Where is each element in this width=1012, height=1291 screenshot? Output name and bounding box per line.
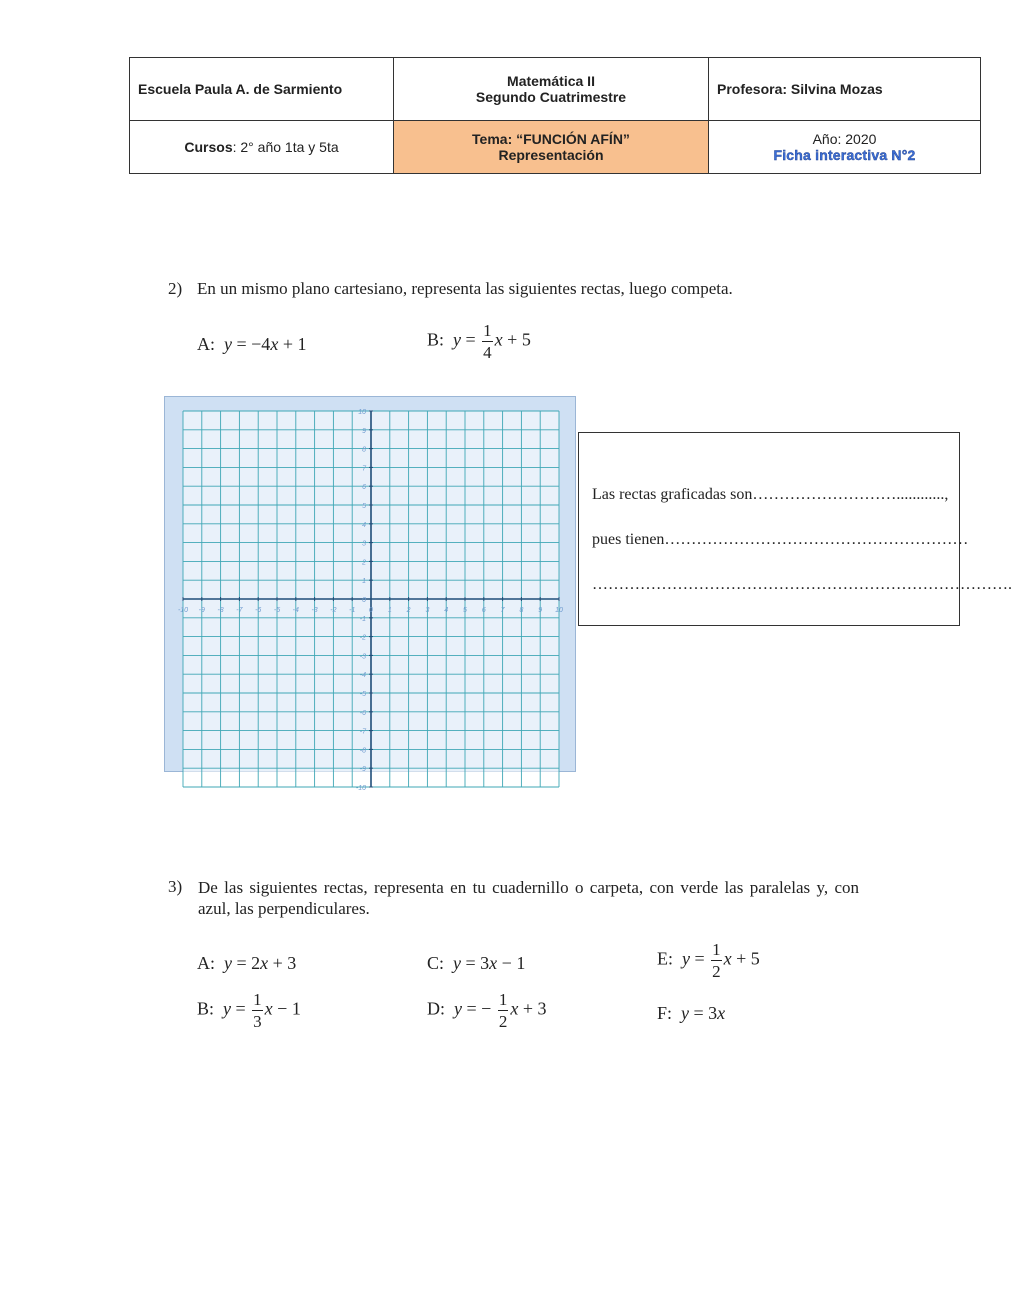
equation-a <box>197 334 306 355</box>
x-tick-label: -4 <box>292 607 299 614</box>
fraction <box>252 991 263 1030</box>
fraction-numerator: 1 <box>498 990 508 1009</box>
y-tick-label: -4 <box>359 672 366 680</box>
x-tick-label: -2 <box>330 607 337 614</box>
x-tick-label: -9 <box>198 607 205 614</box>
topic-title: Tema: “FUNCIÓN AFÍN” <box>472 131 630 147</box>
x-tick-label: -1 <box>349 607 356 614</box>
y-tick-label: 5 <box>362 503 366 510</box>
x-tick-label: -7 <box>236 607 243 614</box>
fraction-denominator: 4 <box>483 343 492 362</box>
equation-label: E: <box>657 948 673 969</box>
equation-3c <box>427 953 525 974</box>
equation-const: + 5 <box>731 948 760 969</box>
x-tick-label: -5 <box>273 607 281 614</box>
x-tick-label: 0 <box>369 607 373 614</box>
x-tick-label: 6 <box>481 607 486 614</box>
courses-value: : 2° año 1ta y 5ta <box>232 139 339 155</box>
equation-lhs: y <box>681 1003 690 1023</box>
fraction-denominator: 2 <box>498 1012 508 1031</box>
equation-3b <box>197 991 301 1030</box>
equation-b <box>427 322 531 361</box>
equation-label: C: <box>427 953 445 973</box>
x-tick-label: 3 <box>425 607 430 614</box>
y-tick-label: 6 <box>362 484 366 492</box>
equation-const: − 1 <box>272 998 301 1019</box>
equation-3d <box>427 991 546 1030</box>
answer-line-2[interactable]: pues tienen………………………………………………… <box>592 531 969 548</box>
equation-3a <box>197 953 296 974</box>
y-tick-label: 9 <box>362 427 366 435</box>
answer-box[interactable] <box>578 432 1012 626</box>
y-tick-label: 0 <box>362 597 366 604</box>
y-tick-label: -3 <box>359 653 366 661</box>
x-tick-label: -3 <box>311 607 318 614</box>
equation-lhs: y <box>224 953 232 973</box>
y-tick-label: -10 <box>355 785 366 792</box>
subject-term: Segundo Cuatrimestre <box>475 89 627 105</box>
equation-const: + 5 <box>502 329 531 350</box>
equation-eq: = <box>694 948 705 969</box>
equation-label: B: <box>197 998 215 1019</box>
fraction-numerator: 1 <box>253 990 262 1009</box>
y-tick-label: 3 <box>362 540 366 548</box>
equation-var: x <box>270 334 279 354</box>
equation-3f <box>657 1003 725 1024</box>
equation-lhs: y <box>453 329 462 350</box>
equation-coef: = −4 <box>236 334 271 354</box>
equation-var: x <box>489 953 498 973</box>
x-tick-label: -6 <box>255 607 262 614</box>
question-number: 3) <box>168 877 183 896</box>
fraction-denominator: 3 <box>253 1012 262 1031</box>
equation-eq: = − <box>466 998 492 1019</box>
header-table <box>129 57 981 174</box>
question-2 <box>168 279 868 303</box>
equation-const: − 1 <box>497 953 526 973</box>
x-tick-label: 9 <box>538 607 543 614</box>
equation-var: x <box>264 998 273 1019</box>
y-tick-label: -8 <box>359 747 366 755</box>
teacher-name: Profesora: Silvina Mozas <box>709 58 981 121</box>
y-tick-label: -5 <box>359 691 366 698</box>
fraction-numerator: 1 <box>712 940 721 959</box>
answer-line-1[interactable]: Las rectas graficadas son………………………............, <box>592 486 949 503</box>
x-tick-label: 10 <box>555 607 563 614</box>
equation-const: + 1 <box>278 334 307 354</box>
fraction-denominator: 2 <box>712 962 721 981</box>
fraction <box>498 991 509 1030</box>
topic-subtitle: Representación <box>498 147 604 163</box>
equation-eq: = <box>235 998 246 1019</box>
equation-label: A: <box>197 953 215 973</box>
equation-coef: = 2 <box>236 953 261 973</box>
equation-lhs: y <box>453 953 462 973</box>
courses-label: Cursos <box>184 139 233 155</box>
equation-var: x <box>260 953 269 973</box>
x-tick-label: 7 <box>500 607 505 614</box>
equation-label: D: <box>427 998 445 1019</box>
year-label: Año: 2020 <box>812 131 877 147</box>
equation-label: B: <box>427 329 445 350</box>
y-tick-label: 4 <box>362 521 366 529</box>
equation-var: x <box>723 948 732 969</box>
x-tick-label: -8 <box>217 607 224 614</box>
cartesian-grid[interactable] <box>165 397 575 792</box>
question-3-text: De las siguientes rectas, representa en tu cuadernillo o carpeta, con verde las paralelas y, con azul, las perpendiculares. <box>198 878 859 918</box>
equation-var: x <box>717 1003 726 1023</box>
y-tick-label: 2 <box>362 559 366 567</box>
equation-const: + 3 <box>518 998 547 1019</box>
equation-const: + 3 <box>268 953 297 973</box>
cartesian-plane[interactable] <box>164 396 576 792</box>
x-tick-label: 5 <box>463 607 467 614</box>
x-tick-label: 8 <box>519 607 524 614</box>
equation-label: F: <box>657 1003 673 1023</box>
subject-cell <box>394 58 709 121</box>
y-tick-label: 7 <box>362 465 366 473</box>
equation-coef: = 3 <box>465 953 490 973</box>
x-tick-label: 2 <box>406 607 411 614</box>
question-number: 2) <box>168 279 183 298</box>
equation-lhs: y <box>224 334 232 354</box>
answer-line-3[interactable]: ……………………………………………………………………. <box>592 576 1012 593</box>
equation-coef: = 3 <box>693 1003 718 1023</box>
fraction <box>711 941 722 980</box>
courses-cell <box>130 121 394 174</box>
x-tick-label: 1 <box>387 607 392 614</box>
sheet-title: Ficha interactiva N°2 <box>773 147 916 163</box>
y-tick-label: -1 <box>359 615 366 623</box>
y-tick-label: 10 <box>358 409 366 416</box>
equation-3e <box>657 941 760 980</box>
y-tick-label: -7 <box>359 728 366 736</box>
equation-lhs: y <box>223 998 232 1019</box>
x-tick-label: -10 <box>177 607 189 614</box>
fraction <box>482 322 493 361</box>
y-tick-label: 8 <box>362 446 366 454</box>
equation-lhs: y <box>454 998 462 1019</box>
topic-cell <box>394 121 709 174</box>
school-name: Escuela Paula A. de Sarmiento <box>130 58 394 121</box>
equation-label: A: <box>197 334 215 354</box>
y-tick-label: 1 <box>362 578 366 586</box>
y-tick-label: -2 <box>359 634 366 642</box>
x-tick-label: 4 <box>444 607 449 614</box>
equation-lhs: y <box>682 948 690 969</box>
fraction-numerator: 1 <box>483 321 492 340</box>
y-tick-label: -9 <box>359 766 366 774</box>
question-3-number-wrap <box>168 877 198 901</box>
equation-eq: = <box>465 329 476 350</box>
year-cell <box>709 121 981 174</box>
y-tick-label: -6 <box>359 709 366 717</box>
equation-var: x <box>494 329 503 350</box>
equation-var: x <box>510 998 519 1019</box>
question-text: En un mismo plano cartesiano, representa las siguientes rectas, luego competa. <box>197 279 733 298</box>
subject-title: Matemática II <box>507 73 595 89</box>
